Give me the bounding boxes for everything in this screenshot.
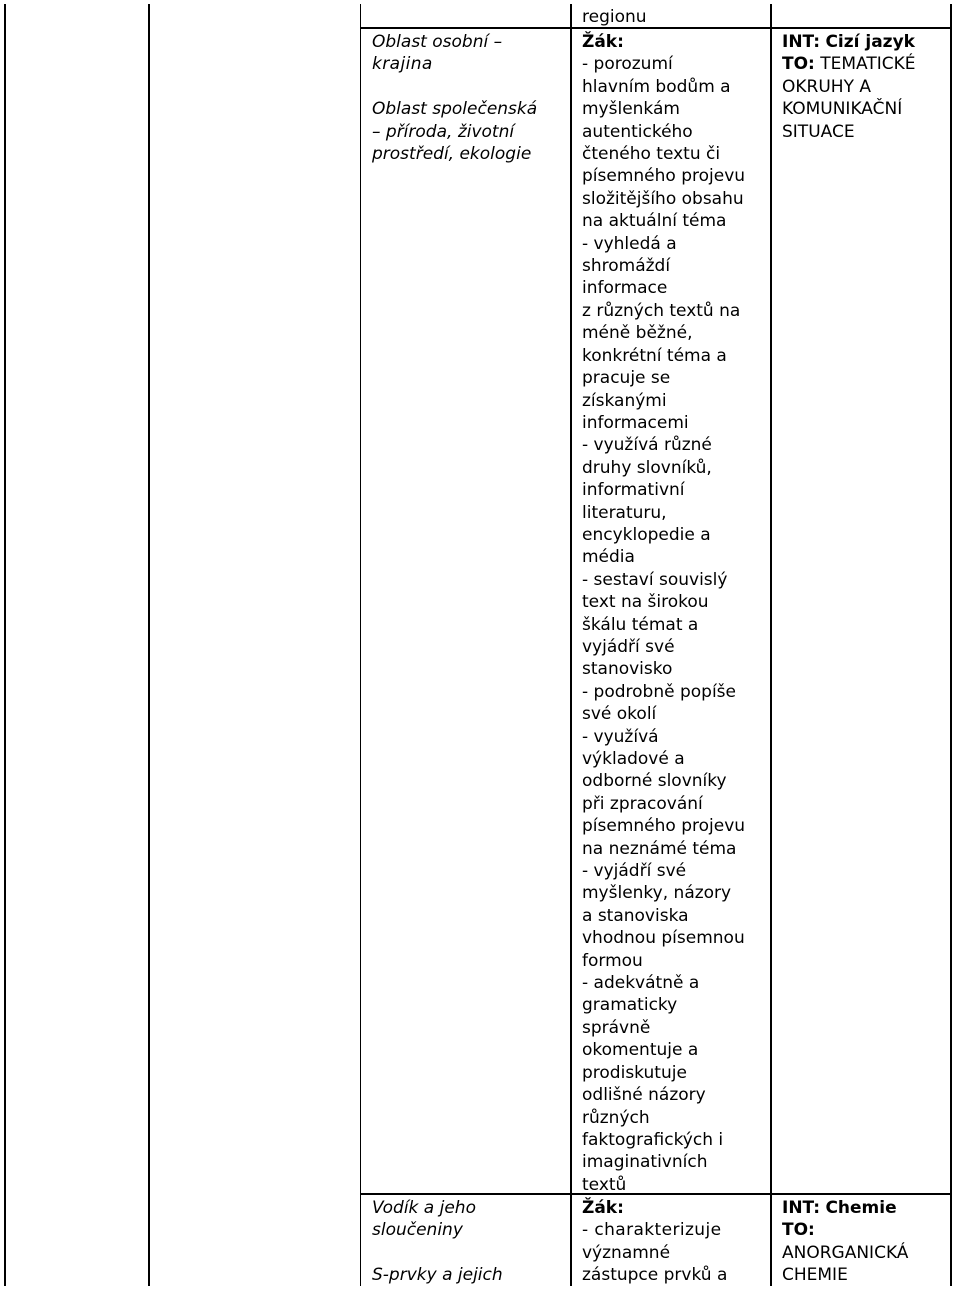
outcome-line: na aktuální téma [582,211,727,232]
crosslink-cell-bottom [782,1197,948,1287]
int-label: INT: [782,1198,821,1218]
outcome-line: imaginativních [582,1152,708,1173]
outcome-line: na neznámé téma [582,838,737,859]
outcome-line: myšlenkám [582,99,680,120]
outcome-line: textů [582,1174,627,1195]
topic-line [372,76,562,98]
outcome-line: z různých textů na [582,300,741,321]
outcome-line: škálu témat a [582,614,699,635]
outcome-line: - porozumí [582,54,673,75]
outcome-line: informacemi [582,412,689,433]
outcome-line: regionu [582,7,647,27]
outcome-line: správně [582,1017,651,1038]
to-value-line: OKRUHY A [782,76,871,97]
topic-line: S-prvky a jejich [372,1265,503,1286]
column-divider-1 [148,4,150,1286]
outcome-line: autentického [582,121,693,142]
outcome-line: zástupce prvků a [582,1265,728,1286]
outcome-line: - podrobně popíše [582,681,736,702]
to-value-line: SITUACE [782,121,855,142]
outcome-line: výkladové a [582,749,685,769]
outcome-line: faktografických i [582,1129,724,1150]
topic-line: – příroda, životní [372,121,515,142]
outcome-line: - charakterizuje [582,1220,722,1241]
outcome-line: prodiskutuje [582,1062,687,1083]
outcome-line: encyklopedie a [582,524,711,545]
topic-line: krajina [372,54,433,75]
outcome-line: získanými [582,390,667,411]
outcome-line: různých [582,1107,650,1128]
outcome-line: a stanoviska [582,905,689,926]
to-value-line: ANORGANICKÁ [782,1242,909,1263]
to-value-line: CHEMIE [782,1265,848,1286]
outcomes-cell-top [582,31,767,1196]
column-divider-4 [770,4,772,1286]
outcome-line: - vyhledá a [582,233,677,254]
outcome-line: druhy slovníků, [582,457,712,478]
to-value-line: KOMUNIKAČNÍ [782,99,903,120]
outcome-line: odborné slovníky [582,771,727,792]
student-label: Žák: [582,32,624,52]
topic-line: sloučeniny [372,1220,463,1241]
outcome-line: gramaticky [582,995,678,1016]
topic-cell-bottom [372,1197,562,1287]
outcome-line: literaturu, [582,502,667,523]
outcome-line: hlavním bodům a [582,76,731,97]
outcome-line: vyjádří své [582,636,675,657]
topic-line: Oblast společenská [372,99,538,120]
outcome-line: složitějšího obsahu [582,188,744,209]
outcome-line: myšlenky, názory [582,883,732,904]
outcome-line: při zpracování [582,793,703,814]
outcome-line: čteného textu či [582,144,721,165]
outcome-line: své okolí [582,704,657,725]
crosslink-cell-top [782,31,948,143]
outcome-line: - využívá [582,726,659,747]
outcome-line: - vyjádří své [582,861,687,882]
int-value: Cizí jazyk [825,32,915,52]
outcome-line: stanovisko [582,659,673,680]
outcome-line: informativní [582,480,685,501]
outcome-line: - využívá různé [582,435,712,456]
topic-line: Oblast osobní – [372,32,503,52]
outcomes-list [582,53,767,1196]
topic-line: Vodík a jeho [372,1198,476,1218]
column-divider-2 [360,4,361,1286]
outcome-line: významné [582,1242,671,1263]
to-label: TO: [782,54,815,75]
outcome-line: okomentuje a [582,1040,699,1061]
outcome-line: méně běžné, [582,323,693,344]
table-border-left [4,4,6,1286]
to-label: TO: [782,1220,815,1241]
topic-line: prostředí, ekologie [372,144,532,165]
outcome-line: - adekvátně a [582,973,700,994]
to-value-line: TEMATICKÉ [820,54,916,75]
column-divider-3 [570,4,572,1286]
outcomes-cell-bottom [582,1197,767,1287]
outcome-line: - sestaví souvislý [582,569,728,590]
outcome-line: vhodnou písemnou [582,928,745,949]
outcome-line: text na širokou [582,592,709,613]
int-value: Chemie [825,1198,897,1218]
outcome-line: shromáždí [582,256,671,277]
outcome-line: média [582,547,635,568]
student-label: Žák: [582,1198,624,1218]
outcome-line: konkrétní téma a [582,345,727,366]
outcome-line: formou [582,950,643,971]
outcome-line: pracuje se [582,368,671,389]
topic-cell-top [372,31,562,165]
outcome-line: písemného projevu [582,166,746,187]
int-label: INT: [782,32,821,52]
outcome-line: odlišné názory [582,1085,706,1106]
table-border-right [950,4,952,1286]
outcomes-cell-head [582,6,767,28]
outcome-line: informace [582,278,668,299]
outcome-line: písemného projevu [582,816,746,837]
topic-line [372,1242,562,1264]
